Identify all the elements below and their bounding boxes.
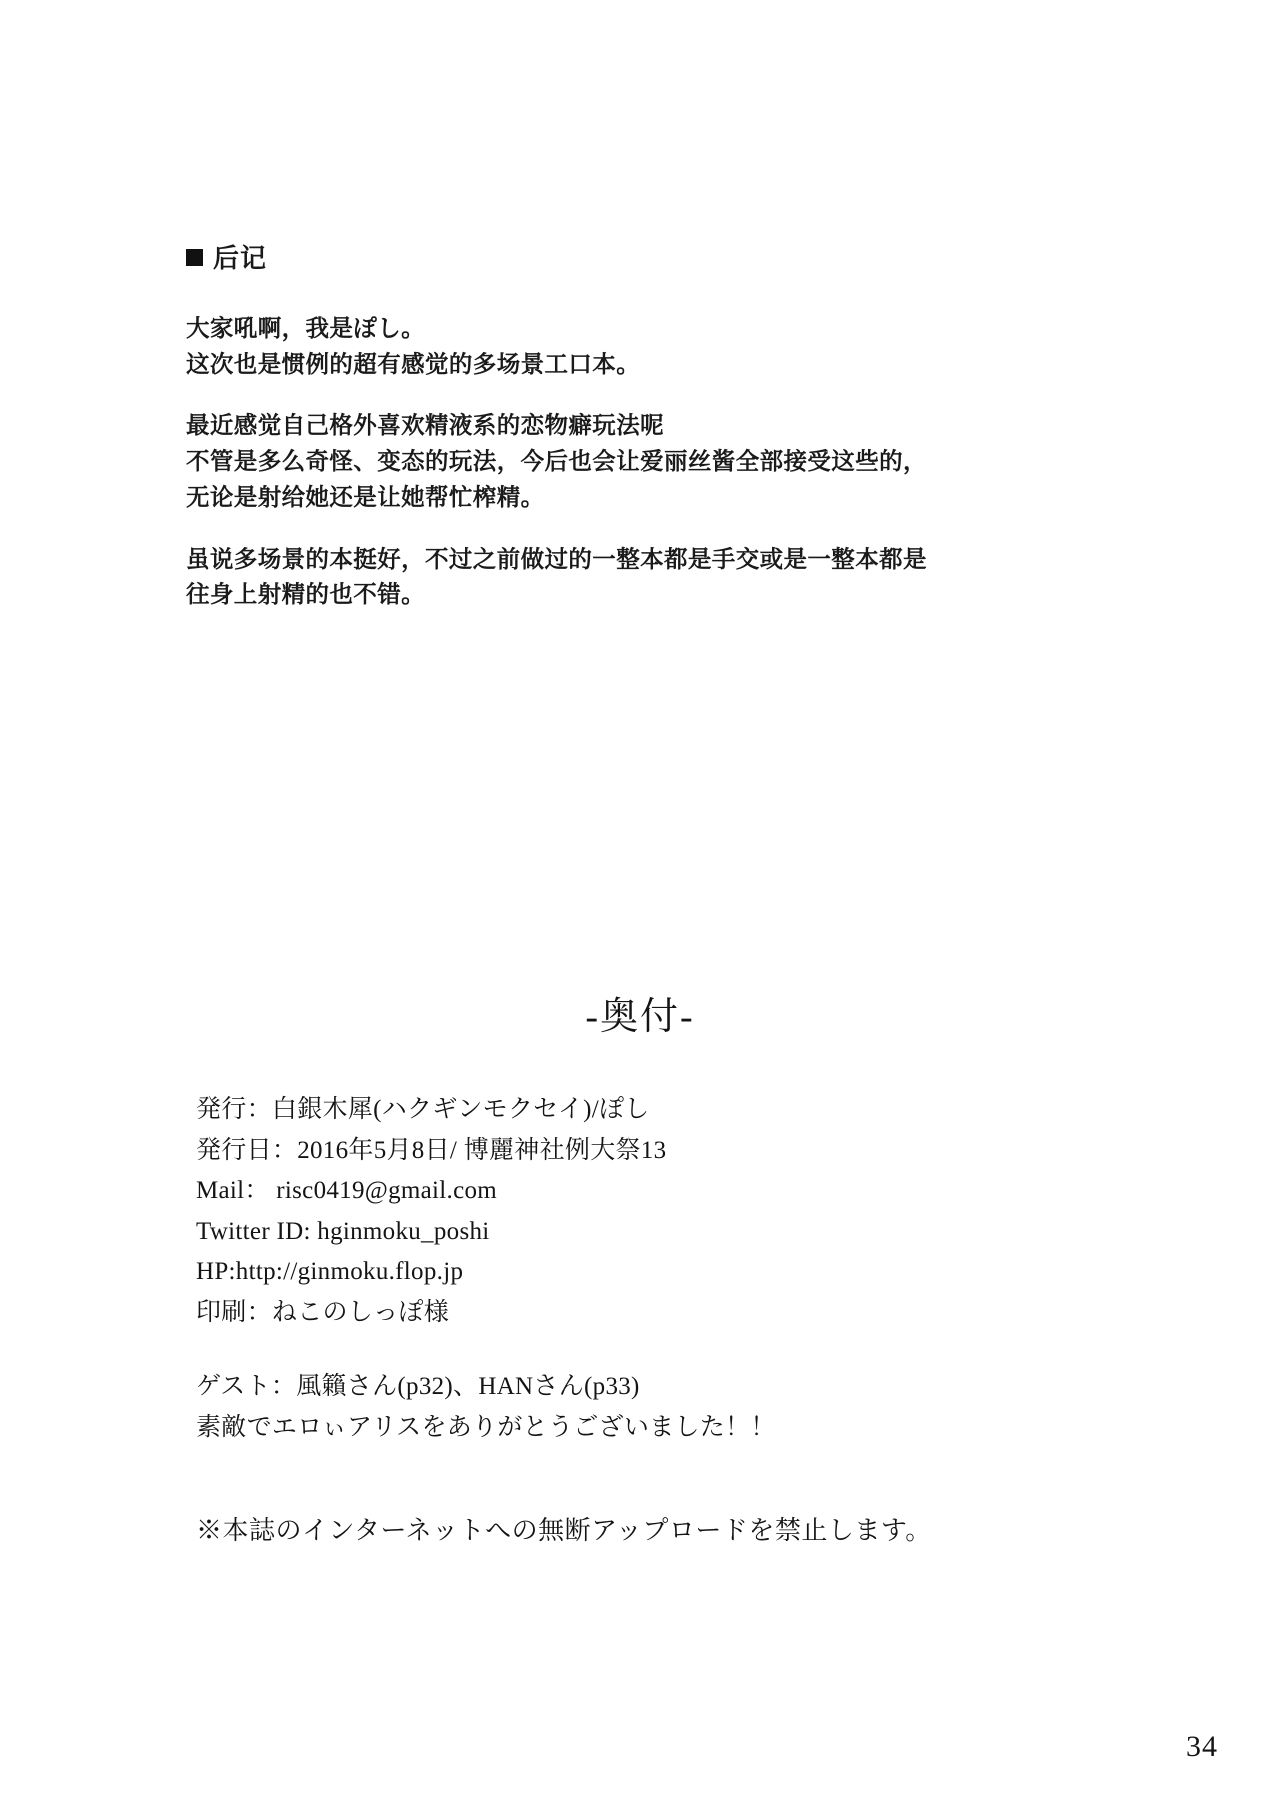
afterword-section	[186, 238, 1146, 613]
afterword-body	[186, 311, 1146, 613]
colophon-line-guests: ゲスト：風籟さん(p32)、HANさん(p33)	[196, 1373, 640, 1400]
colophon-line-thanks: 素敵でエロぃアリスをありがとうございました！！	[196, 1413, 776, 1441]
colophon-line-printer: 印刷：ねこのしっぽ様	[196, 1298, 450, 1326]
colophon-group-publication	[196, 1090, 1156, 1333]
colophon-line-date: 発行日：2016年5月8日/ 博麗神社例大祭13	[196, 1136, 667, 1164]
afterword-line: 不管是多么奇怪、变态的玩法，今后也会让爱丽丝酱全部接受这些的，	[186, 448, 927, 475]
afterword-line: 这次也是惯例的超有感觉的多场景工口本。	[186, 350, 641, 377]
page-number: 34	[1186, 1730, 1218, 1763]
square-bullet-icon	[186, 249, 203, 266]
afterword-paragraph	[186, 408, 1146, 515]
colophon-section	[196, 1090, 1156, 1448]
afterword-line: 大家吼啊，我是ぽし。	[186, 315, 425, 341]
colophon-line-mail: Mail： risc0419@gmail.com	[196, 1177, 498, 1204]
afterword-line: 最近感觉自己格外喜欢精液系的恋物癖玩法呢	[186, 412, 664, 439]
colophon-line-homepage: HP:http://ginmoku.flop.jp	[196, 1258, 464, 1285]
afterword-line: 无论是射给她还是让她帮忙榨精。	[186, 483, 545, 510]
colophon-title: -奥付-	[585, 996, 695, 1038]
colophon-group-guests	[196, 1367, 1156, 1448]
afterword-paragraph	[186, 542, 1146, 613]
afterword-heading	[186, 238, 1146, 275]
colophon-line-publisher: 発行：白銀木犀(ハクギンモクセイ)/ぽし	[196, 1096, 650, 1123]
upload-prohibition-notice: ※本誌のインターネットへの無断アップロードを禁止します。	[196, 1516, 932, 1545]
afterword-line: 往身上射精的也不错。	[186, 581, 425, 608]
afterword-heading-label: 后记	[213, 243, 268, 273]
afterword-line: 虽说多场景的本挺好，不过之前做过的一整本都是手交或是一整本都是	[186, 545, 927, 572]
colophon-line-twitter: Twitter ID: hginmoku_poshi	[196, 1217, 490, 1245]
afterword-paragraph	[186, 311, 1146, 382]
